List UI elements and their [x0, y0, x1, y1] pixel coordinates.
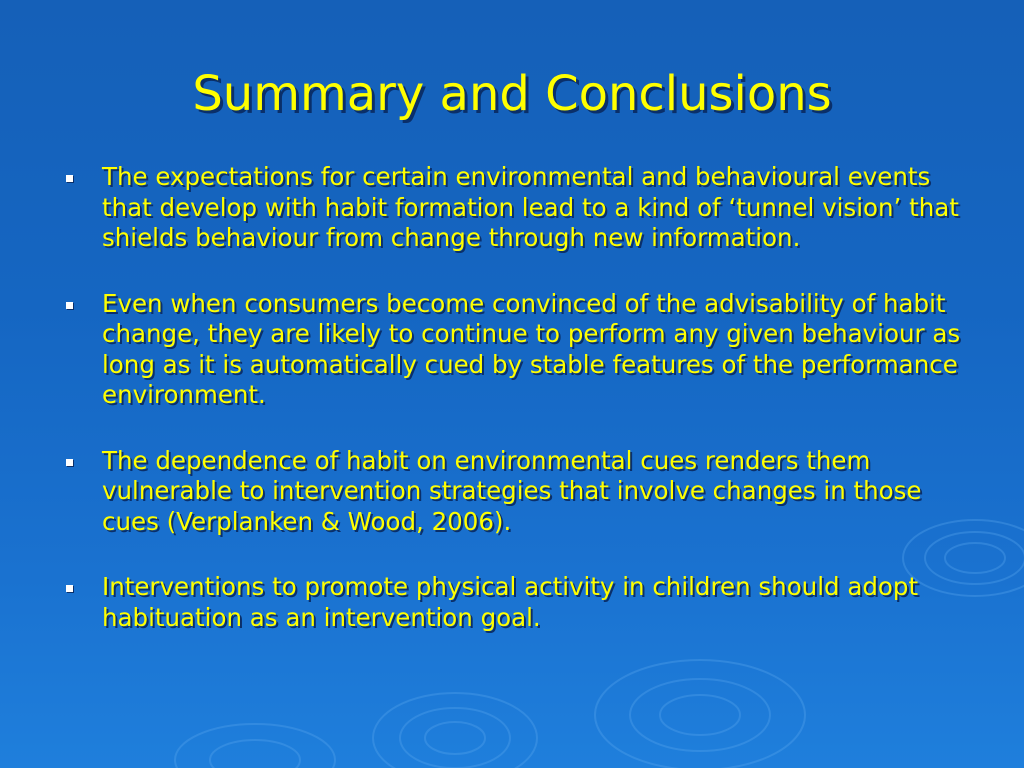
- square-bullet-icon: [66, 175, 73, 182]
- slide-title: Summary and Conclusions: [192, 66, 832, 122]
- bullet-text: Even when consumers become convinced of the advisability of habit change, they are likely to continue to perform any given behaviour as long as it is automatically cued by stable features of the performance environment.: [102, 288, 961, 409]
- square-bullet-icon: [66, 302, 73, 309]
- bullet-text: The dependence of habit on environmental cues renders them vulnerable to intervention strategies that involve changes in those cues (Verplanken & Wood, 2006).: [102, 445, 922, 536]
- square-bullet-icon: [66, 585, 73, 592]
- bullet-item: [62, 572, 962, 633]
- square-bullet-icon: [66, 459, 73, 466]
- bullet-item: [62, 289, 962, 411]
- bullet-item: [62, 446, 962, 538]
- bullet-list: [62, 162, 962, 668]
- bullet-item: [62, 162, 962, 254]
- bullet-text: The expectations for certain environmental and behavioural events that develop with habit formation lead to a kind of ‘tunnel vision’ that shields behaviour from change through new information.: [102, 162, 959, 252]
- bullet-text: Interventions to promote physical activity in children should adopt habituation as an intervention goal.: [102, 572, 919, 632]
